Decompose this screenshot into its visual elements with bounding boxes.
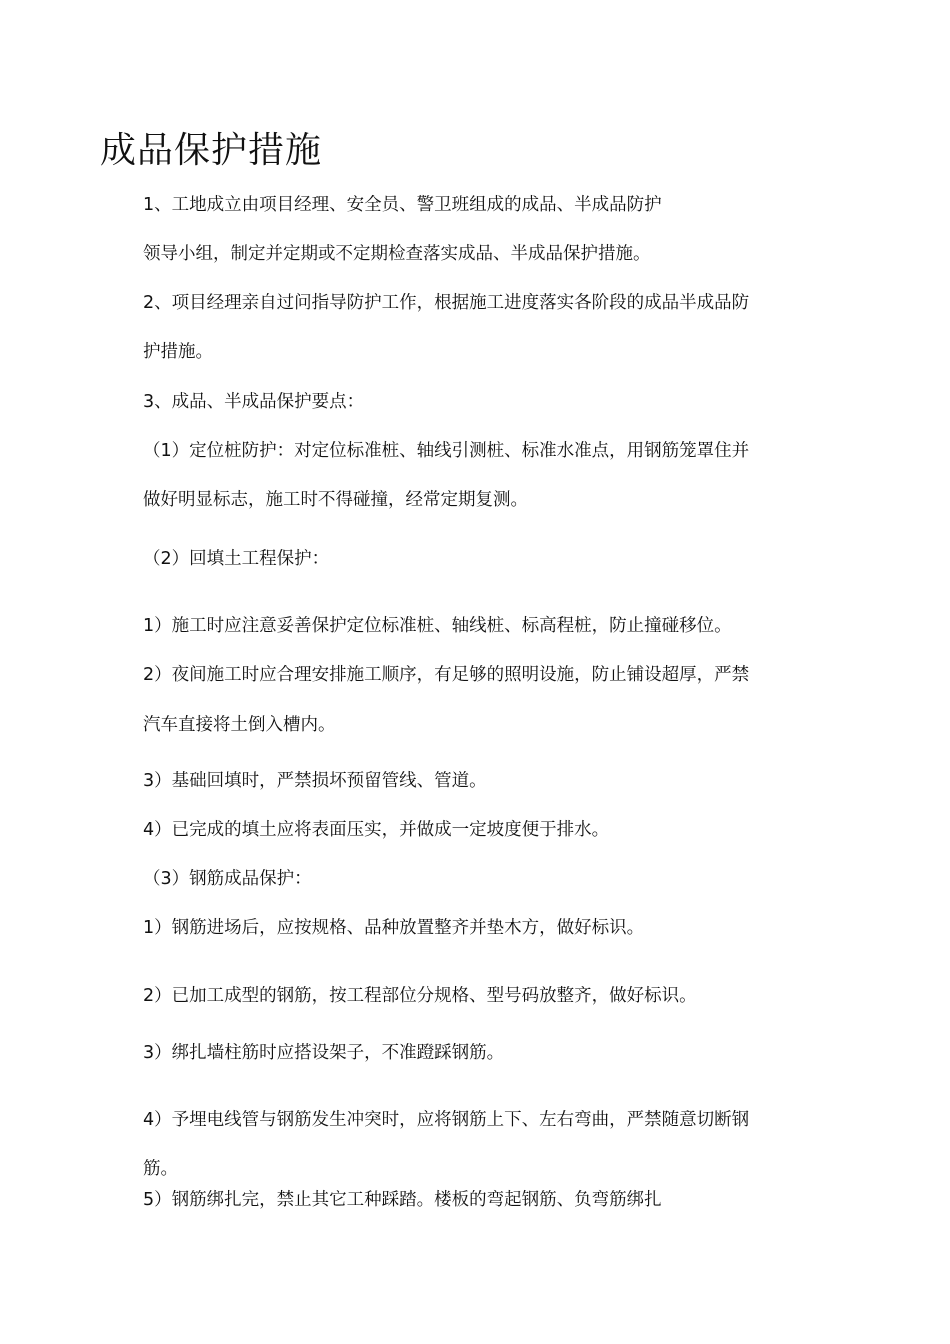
paragraph-line: 2）夜间施工时应合理安排施工顺序，有足够的照明设施，防止铺设超厚，严禁 [143, 665, 750, 685]
document-title: 成品保护措施 [100, 130, 323, 172]
paragraph-line: 1、工地成立由项目经理、安全员、警卫班组成的成品、半成品防护 [143, 195, 662, 215]
paragraph-line: 3）基础回填时，严禁损坏预留管线、管道。 [143, 771, 487, 791]
paragraph-line: 护措施。 [143, 342, 213, 362]
paragraph-line: 1）施工时应注意妥善保护定位标准桩、轴线桩、标高程桩，防止撞碰移位。 [143, 616, 732, 636]
paragraph-line: 汽车直接将土倒入槽内。 [143, 715, 336, 735]
paragraph-line: 1）钢筋进场后，应按规格、品种放置整齐并垫木方，做好标识。 [143, 918, 645, 938]
paragraph-line: 5）钢筋绑扎完，禁止其它工种踩踏。楼板的弯起钢筋、负弯筋绑扎 [143, 1190, 662, 1210]
paragraph-line: 领导小组，制定并定期或不定期检查落实成品、半成品保护措施。 [143, 244, 651, 264]
paragraph-line: 4）已完成的填土应将表面压实，并做成一定坡度便于排水。 [143, 820, 610, 840]
paragraph-line: 3、成品、半成品保护要点： [143, 392, 365, 412]
paragraph-line: 2、项目经理亲自过问指导防护工作，根据施工进度落实各阶段的成品半成品防 [143, 293, 750, 313]
paragraph-line: （1）定位桩防护：对定位标准桩、轴线引测桩、标准水准点，用钢筋笼罩住并 [143, 441, 750, 461]
paragraph-line: （2）回填土工程保护： [143, 549, 330, 569]
paragraph-line: 做好明显标志，施工时不得碰撞，经常定期复测。 [143, 490, 528, 510]
paragraph-line: 2）已加工成型的钢筋，按工程部位分规格、型号码放整齐，做好标识。 [143, 986, 697, 1006]
paragraph-line: （3）钢筋成品保护： [143, 869, 312, 889]
paragraph-line: 3）绑扎墙柱筋时应搭设架子，不准蹬踩钢筋。 [143, 1043, 505, 1063]
paragraph-line: 4）予埋电线管与钢筋发生冲突时，应将钢筋上下、左右弯曲，严禁随意切断钢 [143, 1110, 750, 1130]
paragraph-line: 筋。 [143, 1159, 178, 1179]
